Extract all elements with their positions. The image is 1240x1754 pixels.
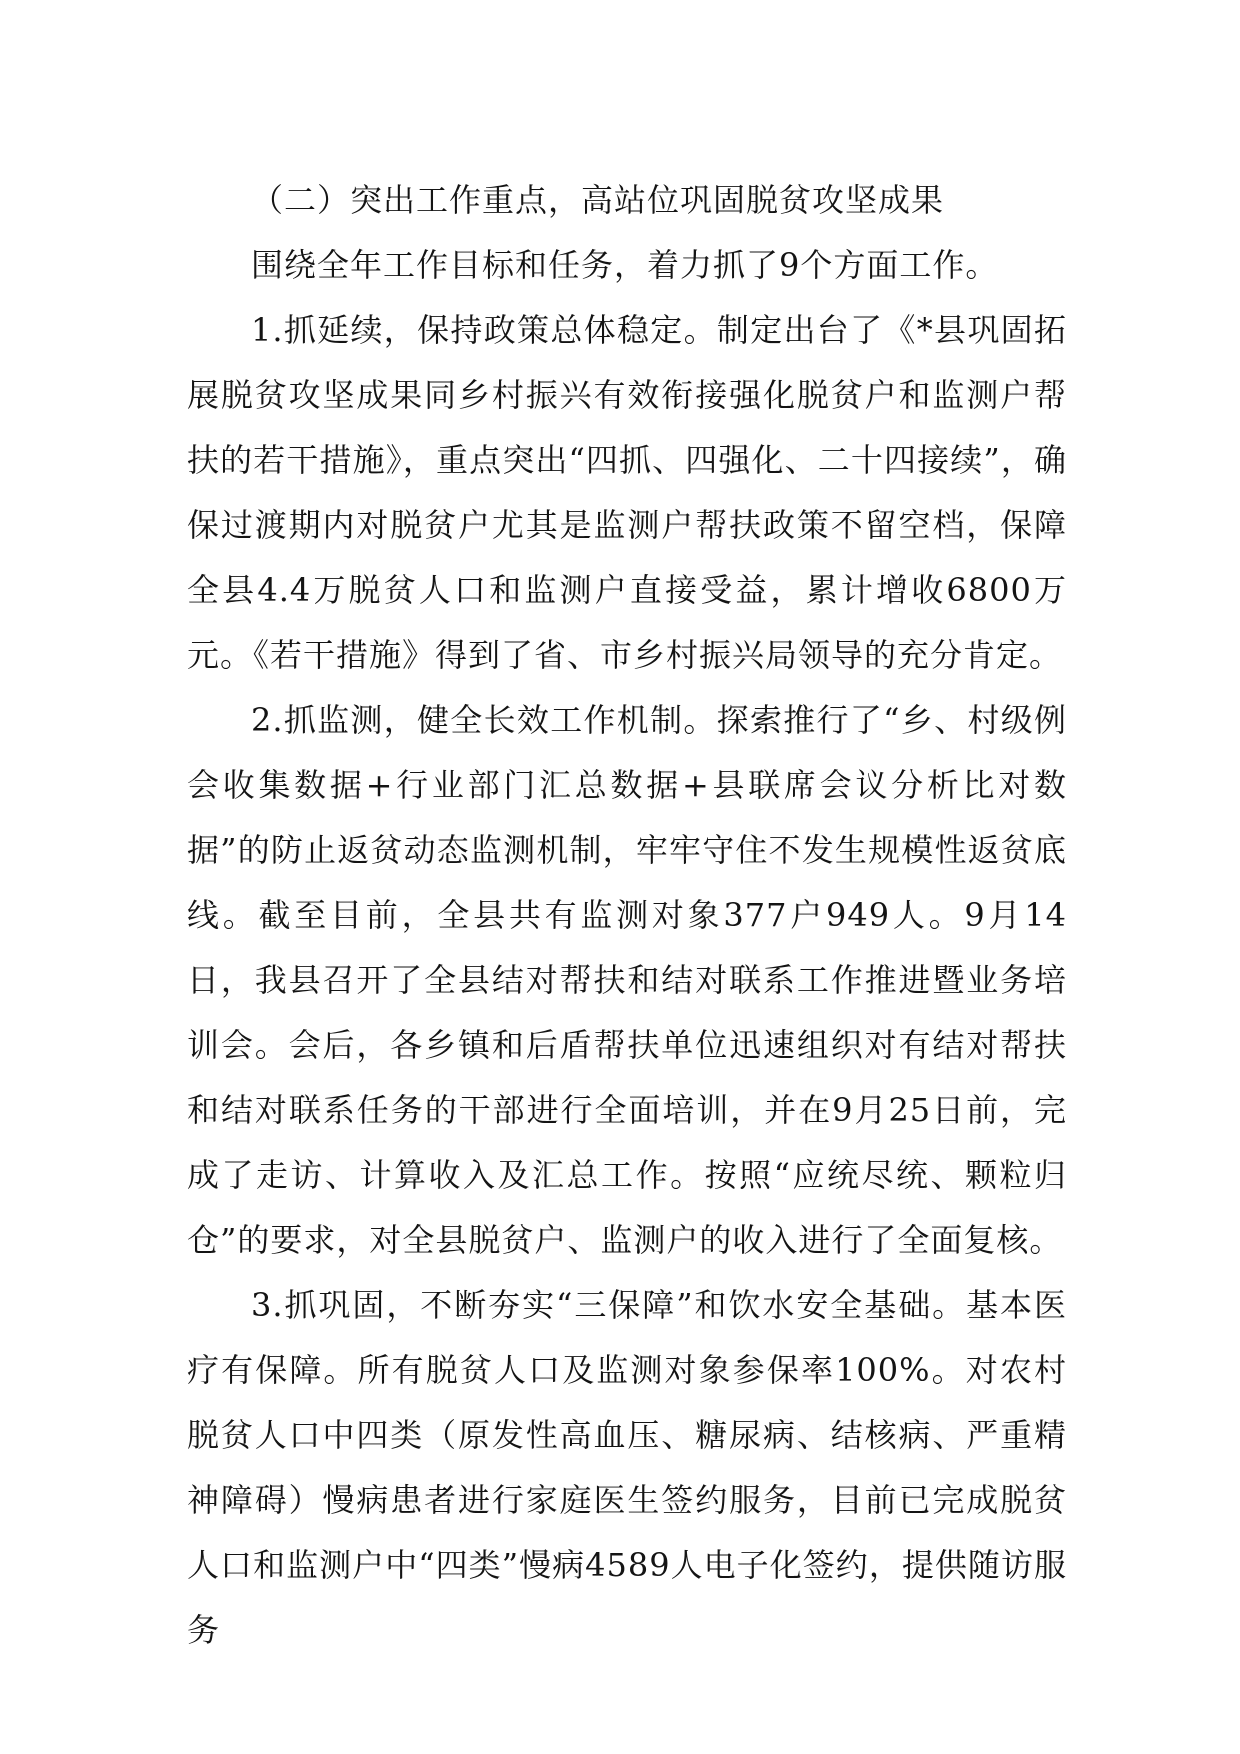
- paragraph-item-1: 1.抓延续，保持政策总体稳定。制定出台了《*县巩固拓展脱贫攻坚成果同乡村振兴有效衔接强化脱贫户和监测户帮扶的若干措施》，重点突出“四抓、四强化、二十四接续”，确保过渡期内对脱贫户尤其是监测户帮扶政策不留空档，保障全县4.4万脱贫人口和监测户直接受益，累计增收6800万元。《若干措施》得到了省、市乡村振兴局领导的充分肯定。: [187, 311, 1067, 674]
- paragraph-item-3: 3.抓巩固，不断夯实“三保障”和饮水安全基础。基本医疗有保障。所有脱贫人口及监测对象参保率100%。对农村脱贫人口中四类（原发性高血压、糖尿病、结核病、严重精神障碍）慢病患者进行家庭医生签约服务，目前已完成脱贫人口和监测户中“四类”慢病4589人电子化签约，提供随访服务: [187, 1286, 1067, 1649]
- paragraph-intro: 围绕全年工作目标和任务，着力抓了9个方面工作。: [251, 246, 999, 284]
- paragraph-item-2: 2.抓监测，健全长效工作机制。探索推行了“乡、村级例会收集数据+行业部门汇总数据+县联席会议分析比对数据”的防止返贫动态监测机制，牢牢守住不发生规模性返贫底线。截至目前，全县共有监测对象377户949人。9月14日，我县召开了全县结对帮扶和结对联系工作推进暨业务培训会。会后，各乡镇和后盾帮扶单位迅速组织对有结对帮扶和结对联系任务的干部进行全面培训，并在9月25日前，完成了走访、计算收入及汇总工作。按照“应统尽统、颗粒归仓”的要求，对全县脱贫户、监测户的收入进行了全面复核。: [187, 701, 1067, 1259]
- section-heading: （二）突出工作重点，高站位巩固脱贫攻坚成果: [251, 181, 945, 219]
- document-body: [187, 168, 1067, 1663]
